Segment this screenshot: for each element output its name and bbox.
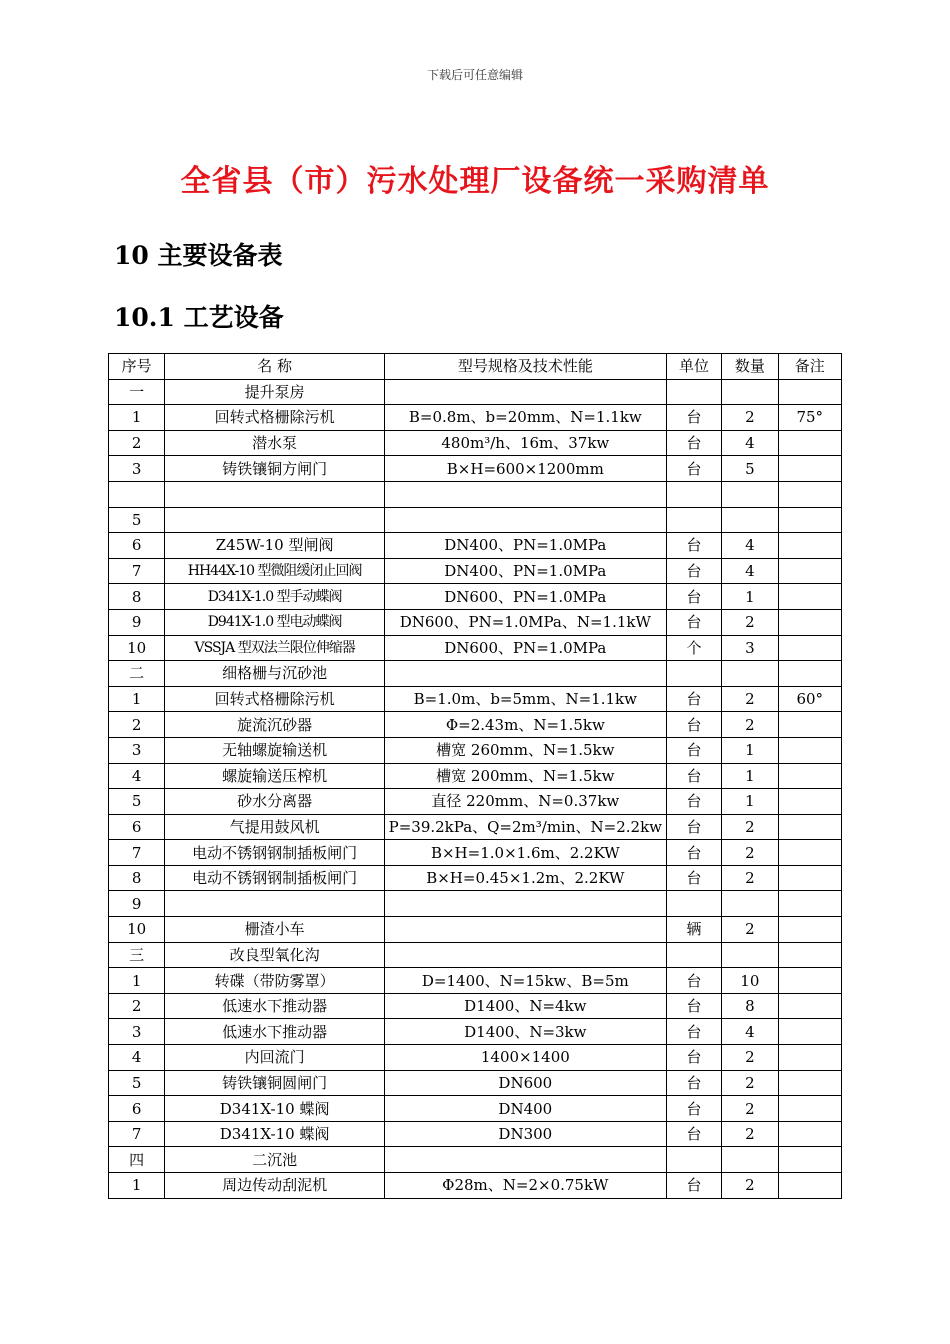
cell-qty: 2 — [722, 712, 778, 738]
cell-qty: 4 — [722, 558, 778, 584]
cell-name: 提升泵房 — [165, 379, 384, 405]
cell-no: 6 — [109, 814, 165, 840]
cell-qty — [722, 891, 778, 917]
cell-no: 2 — [109, 430, 165, 456]
cell-no: 5 — [109, 789, 165, 815]
table-row — [109, 763, 842, 789]
table-row — [109, 686, 842, 712]
table-row — [109, 942, 842, 968]
cell-no: 3 — [109, 456, 165, 482]
cell-unit: 台 — [666, 840, 721, 866]
equipment-table — [108, 353, 842, 1199]
cell-spec — [384, 661, 666, 687]
cell-spec: DN400 — [384, 1096, 666, 1122]
subsection-heading: 10.1 工艺设备 — [114, 303, 284, 332]
cell-unit: 台 — [666, 405, 721, 431]
cell-no: 一 — [109, 379, 165, 405]
cell-note — [778, 1070, 841, 1096]
table-row — [109, 917, 842, 943]
cell-qty — [722, 661, 778, 687]
cell-unit: 台 — [666, 712, 721, 738]
cell-no: 7 — [109, 840, 165, 866]
cell-spec: B×H=0.45×1.2m、2.2KW — [384, 865, 666, 891]
cell-no: 4 — [109, 1045, 165, 1071]
cell-note — [778, 379, 841, 405]
cell-note — [778, 865, 841, 891]
cell-qty: 10 — [722, 968, 778, 994]
cell-spec: 480m³/h、16m、37kw — [384, 430, 666, 456]
cell-no: 5 — [109, 1070, 165, 1096]
cell-spec: DN300 — [384, 1121, 666, 1147]
cell-spec: DN600、PN=1.0MPa — [384, 635, 666, 661]
cell-qty: 2 — [722, 840, 778, 866]
cell-name — [165, 481, 384, 507]
cell-spec: DN400、PN=1.0MPa — [384, 533, 666, 559]
cell-unit: 台 — [666, 1045, 721, 1071]
table-row — [109, 635, 842, 661]
cell-qty: 2 — [722, 1045, 778, 1071]
cell-note — [778, 1121, 841, 1147]
header-note: 下载后可任意编辑 — [426, 68, 523, 82]
cell-qty: 4 — [722, 533, 778, 559]
cell-no: 7 — [109, 1121, 165, 1147]
cell-note — [778, 456, 841, 482]
cell-qty: 1 — [722, 789, 778, 815]
cell-unit — [666, 507, 721, 533]
cell-qty: 2 — [722, 609, 778, 635]
cell-unit: 台 — [666, 1121, 721, 1147]
cell-note — [778, 737, 841, 763]
table-row — [109, 584, 842, 610]
cell-name: 电动不锈钢钢制插板闸门 — [165, 840, 384, 866]
cell-spec: D1400、N=4kw — [384, 993, 666, 1019]
cell-no: 8 — [109, 584, 165, 610]
cell-qty: 2 — [722, 1096, 778, 1122]
cell-spec: B×H=1.0×1.6m、2.2KW — [384, 840, 666, 866]
table-row — [109, 840, 842, 866]
cell-note — [778, 430, 841, 456]
cell-qty: 2 — [722, 686, 778, 712]
cell-note — [778, 917, 841, 943]
cell-unit: 台 — [666, 1173, 721, 1199]
cell-name: 回转式格栅除污机 — [165, 405, 384, 431]
cell-qty — [722, 507, 778, 533]
cell-unit — [666, 891, 721, 917]
cell-spec: B×H=600×1200mm — [384, 456, 666, 482]
table-row — [109, 1121, 842, 1147]
cell-note — [778, 481, 841, 507]
cell-note — [778, 1173, 841, 1199]
header-cell-unit: 单位 — [666, 354, 721, 380]
cell-qty — [722, 481, 778, 507]
cell-no: 6 — [109, 1096, 165, 1122]
cell-unit: 台 — [666, 865, 721, 891]
cell-qty — [722, 942, 778, 968]
cell-qty: 4 — [722, 430, 778, 456]
cell-spec: DN600、PN=1.0MPa — [384, 584, 666, 610]
table-row — [109, 968, 842, 994]
cell-name: D341X-10 蝶阀 — [165, 1096, 384, 1122]
cell-qty: 5 — [722, 456, 778, 482]
cell-note: 75° — [778, 405, 841, 431]
cell-note — [778, 584, 841, 610]
cell-no: 三 — [109, 942, 165, 968]
cell-note — [778, 840, 841, 866]
cell-spec: 槽宽 260mm、N=1.5kw — [384, 737, 666, 763]
cell-name — [165, 891, 384, 917]
cell-unit: 台 — [666, 789, 721, 815]
cell-note — [778, 814, 841, 840]
table-row — [109, 993, 842, 1019]
cell-note — [778, 763, 841, 789]
cell-no: 3 — [109, 1019, 165, 1045]
cell-name: 铸铁镶铜方闸门 — [165, 456, 384, 482]
cell-qty: 2 — [722, 814, 778, 840]
cell-note — [778, 712, 841, 738]
table-row — [109, 430, 842, 456]
cell-name: D341X-1.0 型手动蝶阀 — [165, 584, 384, 610]
cell-unit: 台 — [666, 1019, 721, 1045]
cell-spec — [384, 481, 666, 507]
cell-no: 5 — [109, 507, 165, 533]
cell-qty: 1 — [722, 584, 778, 610]
cell-name: 潜水泵 — [165, 430, 384, 456]
cell-name — [165, 507, 384, 533]
cell-unit: 台 — [666, 1070, 721, 1096]
table-row — [109, 405, 842, 431]
cell-spec — [384, 942, 666, 968]
cell-name: 细格栅与沉砂池 — [165, 661, 384, 687]
cell-qty: 8 — [722, 993, 778, 1019]
cell-no: 10 — [109, 917, 165, 943]
cell-name: 气提用鼓风机 — [165, 814, 384, 840]
cell-unit: 台 — [666, 558, 721, 584]
cell-name: Z45W-10 型闸阀 — [165, 533, 384, 559]
cell-spec: 槽宽 200mm、N=1.5kw — [384, 763, 666, 789]
cell-unit: 台 — [666, 737, 721, 763]
cell-unit — [666, 481, 721, 507]
cell-name: D941X-1.0 型电动蝶阀 — [165, 609, 384, 635]
cell-name: 低速水下推动器 — [165, 1019, 384, 1045]
table-row — [109, 1070, 842, 1096]
table-row — [109, 533, 842, 559]
table-row — [109, 737, 842, 763]
cell-name: D341X-10 蝶阀 — [165, 1121, 384, 1147]
cell-name: 铸铁镶铜圆闸门 — [165, 1070, 384, 1096]
cell-note — [778, 1019, 841, 1045]
table-row — [109, 1019, 842, 1045]
cell-no — [109, 481, 165, 507]
cell-note — [778, 635, 841, 661]
cell-note — [778, 942, 841, 968]
cell-note — [778, 533, 841, 559]
table-row — [109, 865, 842, 891]
cell-name: 电动不锈钢钢制插板闸门 — [165, 865, 384, 891]
cell-unit — [666, 942, 721, 968]
cell-unit: 台 — [666, 993, 721, 1019]
cell-spec: DN600、PN=1.0MPa、N=1.1kW — [384, 609, 666, 635]
cell-name: 栅渣小车 — [165, 917, 384, 943]
header-cell-qty: 数量 — [722, 354, 778, 380]
table-row — [109, 661, 842, 687]
table-row — [109, 558, 842, 584]
cell-qty: 4 — [722, 1019, 778, 1045]
header-cell-name: 名 称 — [165, 354, 384, 380]
cell-unit — [666, 379, 721, 405]
cell-name: 二沉池 — [165, 1147, 384, 1173]
table-row — [109, 456, 842, 482]
cell-unit: 个 — [666, 635, 721, 661]
cell-unit: 台 — [666, 430, 721, 456]
cell-note — [778, 661, 841, 687]
cell-note — [778, 993, 841, 1019]
cell-note — [778, 1096, 841, 1122]
cell-name: 转碟（带防雾罩） — [165, 968, 384, 994]
cell-qty: 2 — [722, 917, 778, 943]
table-row — [109, 814, 842, 840]
table-row — [109, 481, 842, 507]
cell-unit: 台 — [666, 456, 721, 482]
table-header-row — [109, 354, 842, 380]
cell-qty: 1 — [722, 763, 778, 789]
cell-name: 改良型氧化沟 — [165, 942, 384, 968]
cell-spec: DN600 — [384, 1070, 666, 1096]
cell-note — [778, 609, 841, 635]
cell-no: 1 — [109, 968, 165, 994]
cell-name: VSSJA 型双法兰限位伸缩器 — [165, 635, 384, 661]
cell-qty: 2 — [722, 865, 778, 891]
cell-no: 四 — [109, 1147, 165, 1173]
cell-spec: 1400×1400 — [384, 1045, 666, 1071]
cell-unit: 台 — [666, 533, 721, 559]
cell-name: 螺旋输送压榨机 — [165, 763, 384, 789]
cell-qty: 2 — [722, 1173, 778, 1199]
cell-note: 60° — [778, 686, 841, 712]
cell-note — [778, 558, 841, 584]
cell-qty: 2 — [722, 1121, 778, 1147]
cell-name: 旋流沉砂器 — [165, 712, 384, 738]
table-row — [109, 609, 842, 635]
cell-spec — [384, 507, 666, 533]
table-row — [109, 712, 842, 738]
table-row — [109, 891, 842, 917]
cell-name: 无轴螺旋输送机 — [165, 737, 384, 763]
cell-spec: B=1.0m、b=5mm、N=1.1kw — [384, 686, 666, 712]
cell-unit: 台 — [666, 1096, 721, 1122]
cell-spec — [384, 891, 666, 917]
cell-qty: 3 — [722, 635, 778, 661]
table-body — [109, 379, 842, 1198]
cell-unit: 台 — [666, 609, 721, 635]
cell-qty: 2 — [722, 405, 778, 431]
cell-no: 2 — [109, 993, 165, 1019]
cell-qty: 1 — [722, 737, 778, 763]
cell-unit: 台 — [666, 686, 721, 712]
cell-spec — [384, 1147, 666, 1173]
cell-no: 7 — [109, 558, 165, 584]
cell-unit: 台 — [666, 763, 721, 789]
cell-spec — [384, 917, 666, 943]
cell-unit — [666, 661, 721, 687]
table-row — [109, 1045, 842, 1071]
cell-qty — [722, 1147, 778, 1173]
cell-name: HH44X-10 型微阻缓闭止回阀 — [165, 558, 384, 584]
cell-unit — [666, 1147, 721, 1173]
table-row — [109, 1173, 842, 1199]
section-heading: 10 主要设备表 — [114, 241, 283, 270]
cell-note — [778, 891, 841, 917]
cell-name: 回转式格栅除污机 — [165, 686, 384, 712]
page-title: 全省县（市）污水处理厂设备统一采购清单 — [180, 164, 770, 199]
cell-spec: Φ=2.43m、N=1.5kw — [384, 712, 666, 738]
cell-no: 8 — [109, 865, 165, 891]
cell-unit: 台 — [666, 968, 721, 994]
cell-no: 4 — [109, 763, 165, 789]
cell-spec: 直径 220mm、N=0.37kw — [384, 789, 666, 815]
table-row — [109, 1147, 842, 1173]
cell-no: 1 — [109, 1173, 165, 1199]
cell-name: 低速水下推动器 — [165, 993, 384, 1019]
table-row — [109, 1096, 842, 1122]
table-row — [109, 379, 842, 405]
cell-note — [778, 1045, 841, 1071]
cell-no: 2 — [109, 712, 165, 738]
cell-note — [778, 507, 841, 533]
cell-note — [778, 1147, 841, 1173]
cell-unit: 台 — [666, 584, 721, 610]
cell-spec: B=0.8m、b=20mm、N=1.1kw — [384, 405, 666, 431]
cell-note — [778, 789, 841, 815]
cell-no: 3 — [109, 737, 165, 763]
cell-no: 1 — [109, 686, 165, 712]
cell-unit: 辆 — [666, 917, 721, 943]
cell-qty — [722, 379, 778, 405]
cell-no: 6 — [109, 533, 165, 559]
cell-spec: Φ28m、N=2×0.75kW — [384, 1173, 666, 1199]
table-row — [109, 789, 842, 815]
cell-no: 9 — [109, 609, 165, 635]
cell-name: 砂水分离器 — [165, 789, 384, 815]
cell-spec: D1400、N=3kw — [384, 1019, 666, 1045]
cell-spec: D=1400、N=15kw、B=5m — [384, 968, 666, 994]
cell-no: 9 — [109, 891, 165, 917]
cell-spec: DN400、PN=1.0MPa — [384, 558, 666, 584]
header-cell-note: 备注 — [778, 354, 841, 380]
cell-spec — [384, 379, 666, 405]
table-row — [109, 507, 842, 533]
cell-unit: 台 — [666, 814, 721, 840]
cell-note — [778, 968, 841, 994]
cell-name: 周边传动刮泥机 — [165, 1173, 384, 1199]
cell-no: 1 — [109, 405, 165, 431]
header-cell-no: 序号 — [109, 354, 165, 380]
cell-qty: 2 — [722, 1070, 778, 1096]
cell-no: 二 — [109, 661, 165, 687]
cell-name: 内回流门 — [165, 1045, 384, 1071]
header-cell-spec: 型号规格及技术性能 — [384, 354, 666, 380]
cell-spec: P=39.2kPa、Q=2m³/min、N=2.2kw — [384, 814, 666, 840]
cell-no: 10 — [109, 635, 165, 661]
